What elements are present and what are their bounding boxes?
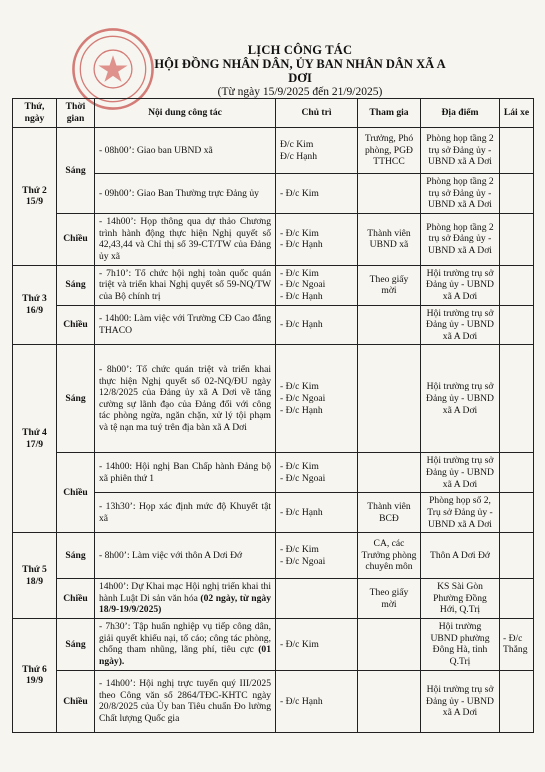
document-subtitle: HỘI ĐỒNG NHÂN DÂN, ỦY BAN NHÂN DÂN XÃ A DƠI (154, 57, 446, 85)
driver-cell (500, 453, 534, 493)
content-emphasis: (02 ngày, từ ngày 18/9-19/9/2025) (99, 592, 271, 616)
day-cell: Thứ 3 16/9 (13, 265, 57, 345)
participants-cell (358, 670, 421, 732)
schedule-body (13, 128, 534, 733)
column-header: Thời gian (57, 99, 95, 128)
table-row (13, 305, 534, 345)
session-cell: Chiều (57, 305, 95, 345)
driver-cell (500, 128, 534, 174)
location-cell: KS Sài Gòn Phường Đồng Hới, Q.Trị (421, 579, 500, 619)
chair-cell (276, 579, 358, 619)
content-cell: - 8h00’: Làm việc với thôn A Dơi Đớ (95, 533, 276, 579)
content-cell: - 7h30’: Tập huấn nghiệp vụ tiếp công dân, giải quyết khiếu nại, tố cáo; công tác phòng, chống tham nhũng, lãng phí, tiêu cực (01 ngày). (95, 618, 276, 670)
location-cell: Hội trường trụ sở Đảng ủy - UBND xã A Dơi (421, 670, 500, 732)
location-cell: Hội trường trụ sở Đảng ủy - UBND xã A Dơi (421, 345, 500, 453)
table-row (13, 128, 534, 174)
column-header: Tham gia (358, 99, 421, 128)
participants-cell (358, 174, 421, 214)
session-cell: Sáng (57, 618, 95, 670)
table-row (13, 345, 534, 453)
session-cell: Chiều (57, 213, 95, 265)
table-row (13, 579, 534, 619)
content-cell: 14h00’: Dự Khai mạc Hội nghị triển khai thi hành Luật Di sản văn hóa (02 ngày, từ ngày 18/9-19/9/2025) (95, 579, 276, 619)
location-cell: Hội trường trụ sở Đảng ủy - UBND xã A Dơi (421, 453, 500, 493)
participants-cell: Trưởng, Phó phòng, PGĐ TTHCC (358, 128, 421, 174)
session-cell: Chiều (57, 453, 95, 533)
driver-cell (500, 493, 534, 533)
chair-cell: - Đ/c Kim - Đ/c Ngoai - Đ/c Hạnh (276, 345, 358, 453)
location-cell: Hội trường trụ sở Đảng ủy - UBND xã A Dơi (421, 265, 500, 305)
location-cell: Thôn A Dơi Đớ (421, 533, 500, 579)
chair-cell: - Đ/c Kim (276, 618, 358, 670)
participants-cell (358, 618, 421, 670)
day-cell: Thứ 6 19/9 (13, 618, 57, 732)
day-cell: Thứ 4 17/9 (13, 345, 57, 533)
driver-cell (500, 305, 534, 345)
schedule-table (12, 98, 534, 733)
content-cell: - 09h00’: Giao Ban Thường trực Đảng ủy (95, 174, 276, 214)
participants-cell: CA, các Trưởng phòng chuyên môn (358, 533, 421, 579)
table-row (13, 533, 534, 579)
content-cell: - 08h00’: Giao ban UBND xã (95, 128, 276, 174)
driver-cell (500, 579, 534, 619)
document-heading (150, 43, 450, 99)
chair-cell: - Đ/c Kim - Đ/c Ngoai (276, 453, 358, 493)
content-cell: - 7h10’: Tổ chức hội nghị toàn quốc quán triệt và triển khai Nghị quyết số 59-NQ/TW của Bộ chính trị (95, 265, 276, 305)
driver-cell: - Đ/c Thắng (500, 618, 534, 670)
content-cell: - 13h30’: Họp xác định mức độ Khuyết tật xã (95, 493, 276, 533)
chair-cell: Đ/c Kim Đ/c Hạnh (276, 128, 358, 174)
table-header-row (13, 99, 534, 128)
day-cell: Thứ 2 15/9 (13, 128, 57, 266)
location-cell: Phòng họp tầng 2 trụ sở Đảng ủy - UBND xã A Dơi (421, 174, 500, 214)
location-cell: Phòng họp tầng 2 trụ sở Đảng ủy - UBND xã A Dơi (421, 213, 500, 265)
table-row (13, 670, 534, 732)
location-cell: Hội trường trụ sở Đảng ủy - UBND xã A Dơi (421, 305, 500, 345)
chair-cell: - Đ/c Hạnh (276, 305, 358, 345)
session-cell: Sáng (57, 533, 95, 579)
participants-cell (358, 453, 421, 493)
session-cell: Chiều (57, 670, 95, 732)
column-header: Nội dung công tác (95, 99, 276, 128)
table-row (13, 618, 534, 670)
participants-cell (358, 345, 421, 453)
column-header: Thứ, ngày (13, 99, 57, 128)
document-date-range: (Từ ngày 15/9/2025 đến 21/9/2025) (217, 86, 383, 98)
day-cell: Thứ 5 18/9 (13, 533, 57, 619)
content-cell: - 14h00’: Họp thông qua dự thảo Chương trình hành động thực hiện Nghị quyết số 42,43,44 và Chỉ thị số 39-CT/TW của Đảng ủy xã (95, 213, 276, 265)
chair-cell: - Đ/c Kim - Đ/c Ngoai (276, 533, 358, 579)
participants-cell: Theo giấy mời (358, 579, 421, 619)
participants-cell: Theo giấy mời (358, 265, 421, 305)
document-title: LỊCH CÔNG TÁC (247, 43, 353, 57)
location-cell: Phòng họp số 2, Trụ sở Đảng ủy - UBND xã A Dơi (421, 493, 500, 533)
content-cell: - 14h00’: Hội nghị trực tuyến quý III/2025 theo Công văn số 2864/TĐC-KHTC ngày 20/8/2025 của Ủy ban Tiêu chuẩn Đo lường Chất lượng Quốc gia (95, 670, 276, 732)
driver-cell (500, 345, 534, 453)
chair-cell: - Đ/c Kim - Đ/c Ngoai - Đ/c Hạnh (276, 265, 358, 305)
participants-cell (358, 305, 421, 345)
chair-cell: - Đ/c Hạnh (276, 493, 358, 533)
driver-cell (500, 265, 534, 305)
content-cell: - 14h00: Làm việc với Trường CĐ Cao đẳng THACO (95, 305, 276, 345)
table-row (13, 453, 534, 493)
driver-cell (500, 213, 534, 265)
chair-cell: - Đ/c Hạnh (276, 670, 358, 732)
content-cell: - 14h00: Hội nghị Ban Chấp hành Đảng bộ xã phiên thứ 1 (95, 453, 276, 493)
location-cell: Hội trường UBND phường Đông Hà, tỉnh Q.Trị (421, 618, 500, 670)
content-emphasis: (01 ngày). (99, 644, 271, 667)
driver-cell (500, 670, 534, 732)
session-cell: Sáng (57, 345, 95, 453)
participants-cell: Thành viên UBND xã (358, 213, 421, 265)
participants-cell: Thành viên BCĐ (358, 493, 421, 533)
table-row (13, 213, 534, 265)
content-cell: - 8h00’: Tổ chức quán triệt và triển khai thực hiện Nghị quyết số 02-NQ/ĐU ngày 12/8/2025 của Đảng ủy xã A Dơi về tăng cường sự lãnh đạo của Đảng đối với công tác phòng ngừa, ngăn chặn, xử lý tội phạm và tệ nạn ma tuý trên địa bàn xã A Dơi (95, 345, 276, 453)
table-row (13, 265, 534, 305)
session-cell: Sáng (57, 128, 95, 214)
driver-cell (500, 174, 534, 214)
location-cell: Phòng họp tầng 2 trụ sở Đảng ủy - UBND xã A Dơi (421, 128, 500, 174)
column-header: Địa điểm (421, 99, 500, 128)
column-header: Lái xe (500, 99, 534, 128)
session-cell: Chiều (57, 579, 95, 619)
chair-cell: - Đ/c Kim (276, 174, 358, 214)
column-header: Chủ trì (276, 99, 358, 128)
driver-cell (500, 533, 534, 579)
session-cell: Sáng (57, 265, 95, 305)
chair-cell: - Đ/c Kim - Đ/c Hạnh (276, 213, 358, 265)
